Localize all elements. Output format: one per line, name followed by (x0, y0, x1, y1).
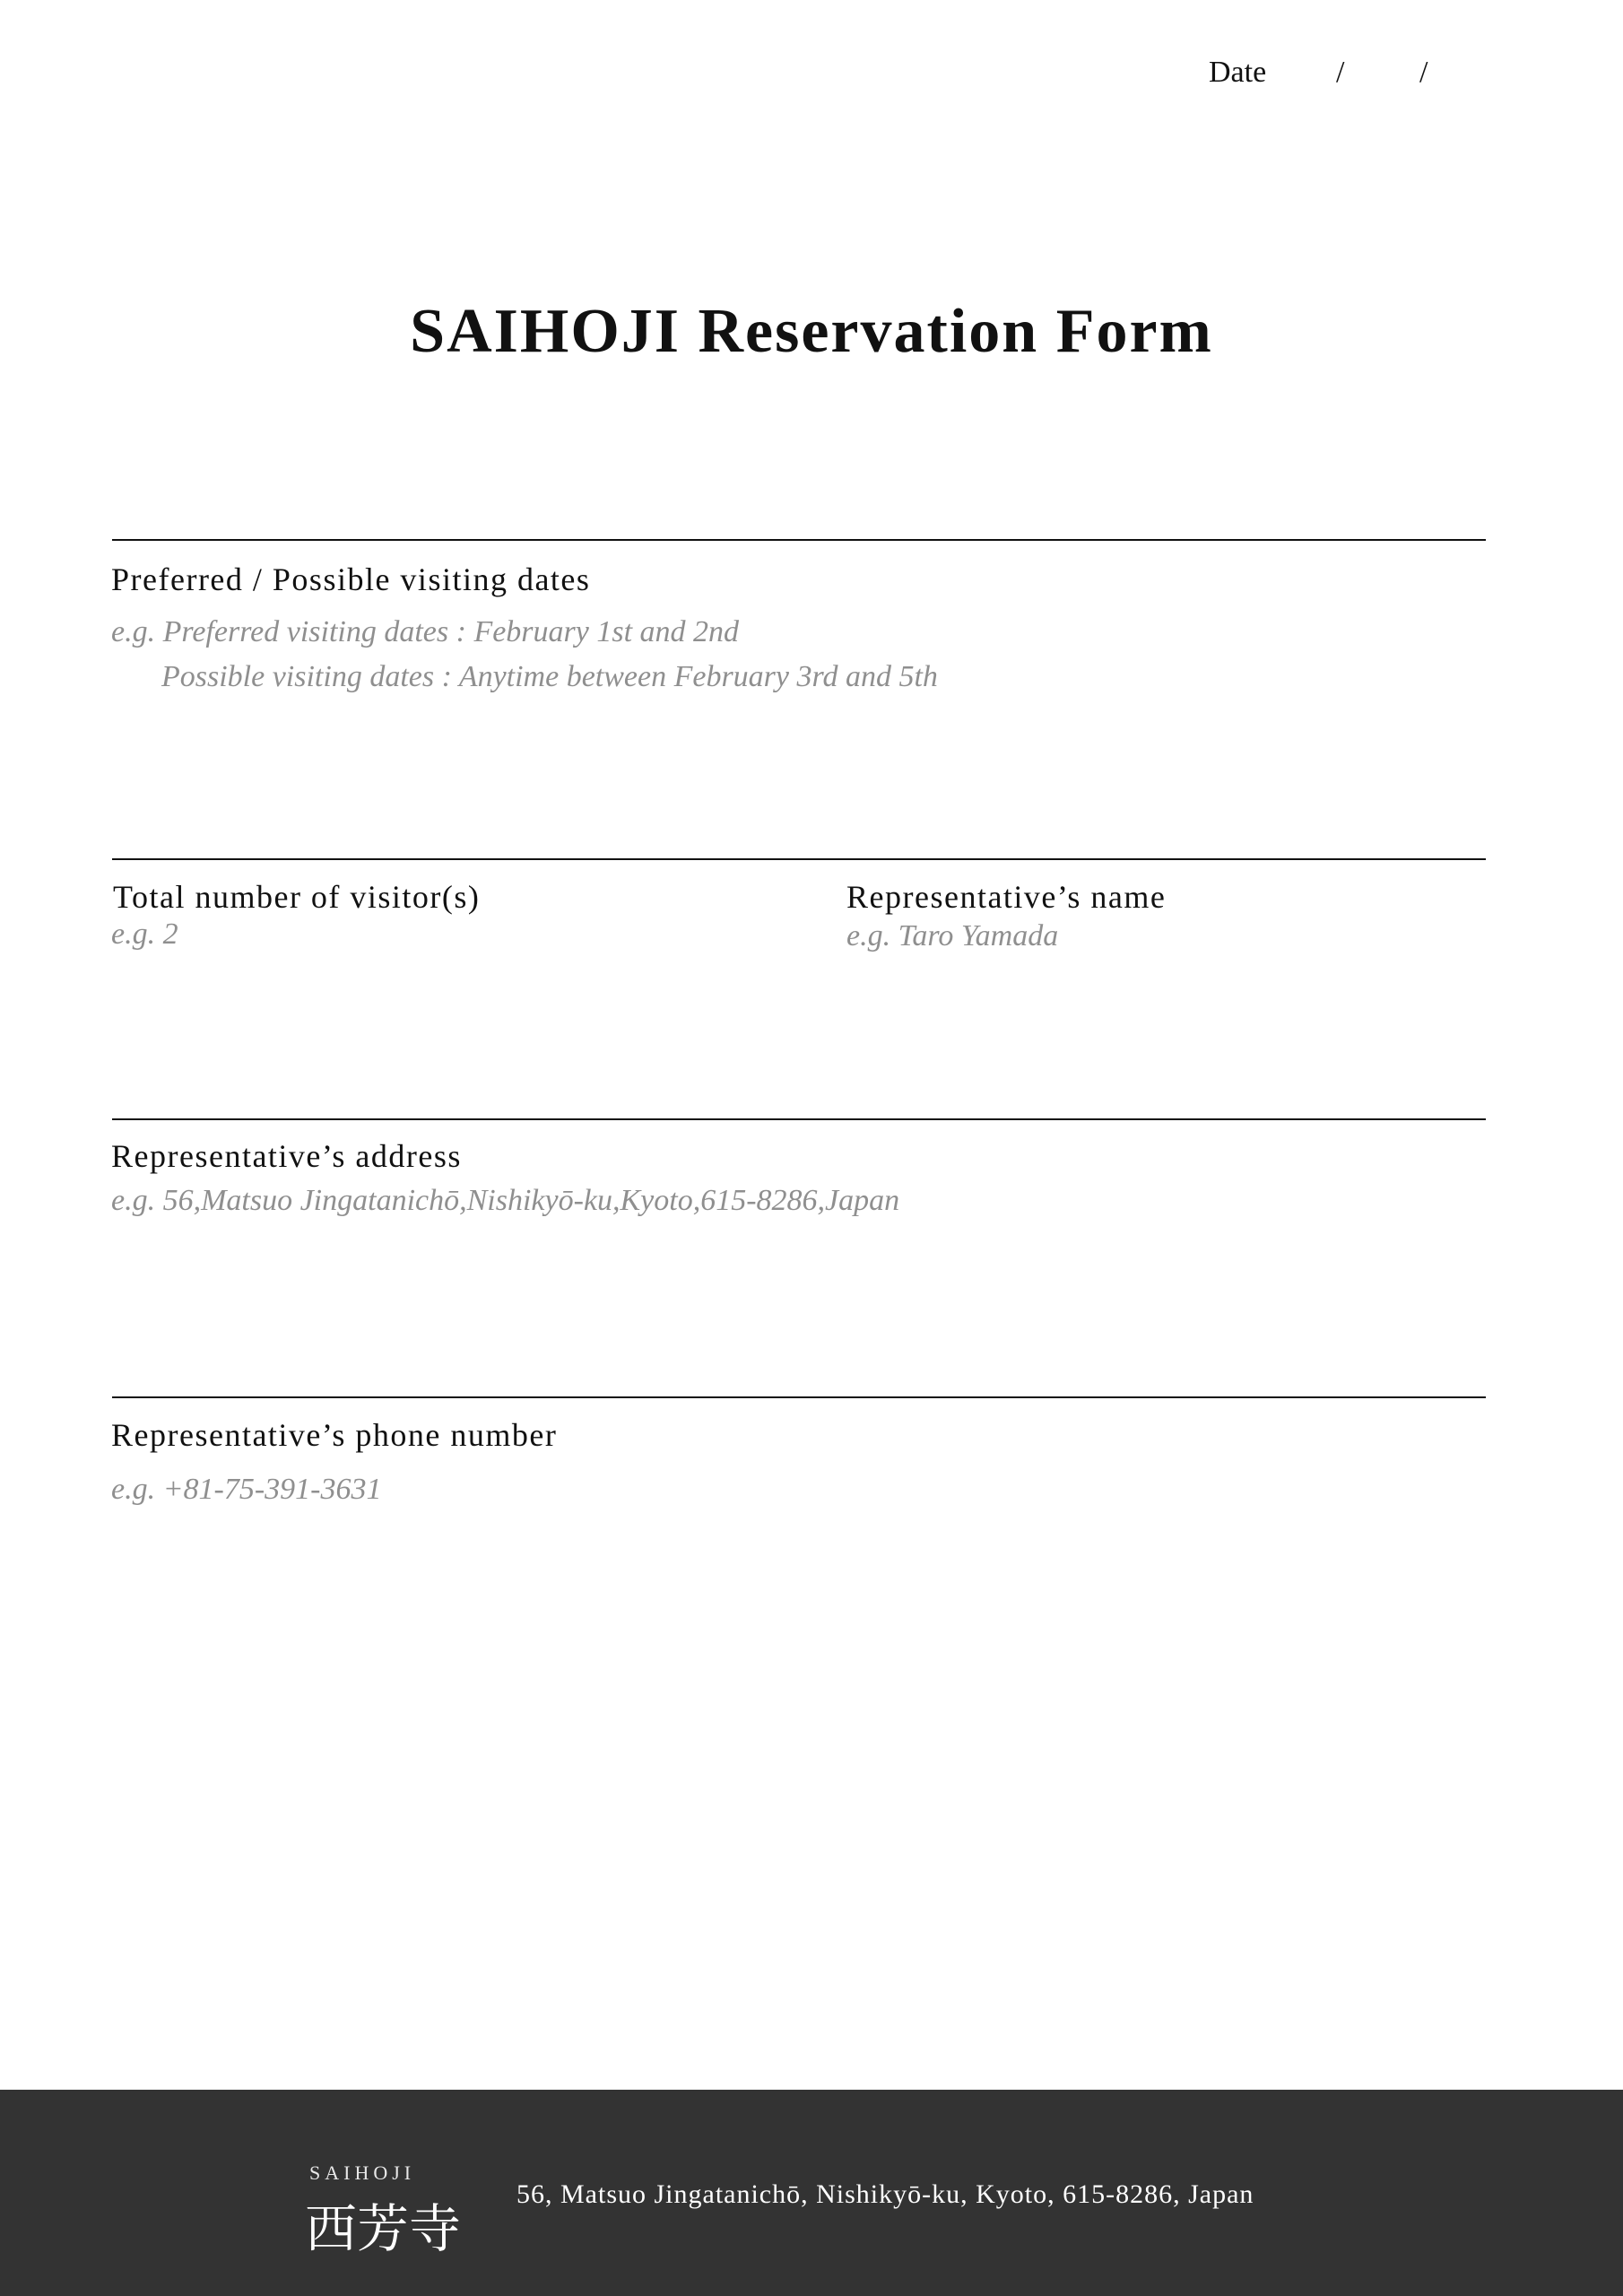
visiting-dates-label: Preferred / Possible visiting dates (111, 561, 591, 597)
date-label: Date (1209, 56, 1267, 89)
date-separator-2: / (1419, 56, 1428, 89)
visitors-label: Total number of visitor(s) (113, 879, 481, 915)
rep-phone-label: Representative’s phone number (111, 1417, 558, 1453)
divider-phone (112, 1396, 1486, 1398)
footer-address: 56, Matsuo Jingatanichō, Nishikyō-ku, Kyoto, 615-8286, Japan (516, 2179, 1254, 2209)
divider-address (112, 1118, 1486, 1120)
rep-phone-example: e.g. +81-75-391-3631 (111, 1473, 382, 1506)
visitors-example: e.g. 2 (111, 918, 178, 951)
footer-logo-latin: SAIHOJI (309, 2161, 416, 2184)
rep-address-example: e.g. 56,Matsuo Jingatanichō,Nishikyō-ku,Kyoto,615-8286,Japan (111, 1184, 900, 1217)
rep-phone-field[interactable] (112, 1525, 1486, 1668)
visiting-dates-example-2: Possible visiting dates : Anytime between February 3rd and 5th (161, 660, 938, 693)
footer-logo-kanji: 西芳寺 (305, 2198, 462, 2259)
divider-visitors (112, 858, 1486, 860)
rep-name-label: Representative’s name (846, 879, 1167, 915)
visitors-field[interactable] (112, 964, 812, 1108)
divider-visiting-dates (112, 539, 1486, 541)
rep-name-field[interactable] (846, 964, 1486, 1108)
visiting-dates-field[interactable] (112, 709, 1486, 852)
rep-address-field[interactable] (112, 1231, 1486, 1392)
visiting-dates-example-1: e.g. Preferred visiting dates : February 1st and 2nd (111, 615, 740, 648)
date-separator-1: / (1336, 56, 1345, 89)
rep-name-example: e.g. Taro Yamada (846, 919, 1059, 952)
page-title: SAIHOJI Reservation Form (410, 297, 1213, 366)
rep-address-label: Representative’s address (111, 1138, 462, 1174)
date-field (1209, 56, 1428, 90)
footer (0, 2090, 1623, 2296)
